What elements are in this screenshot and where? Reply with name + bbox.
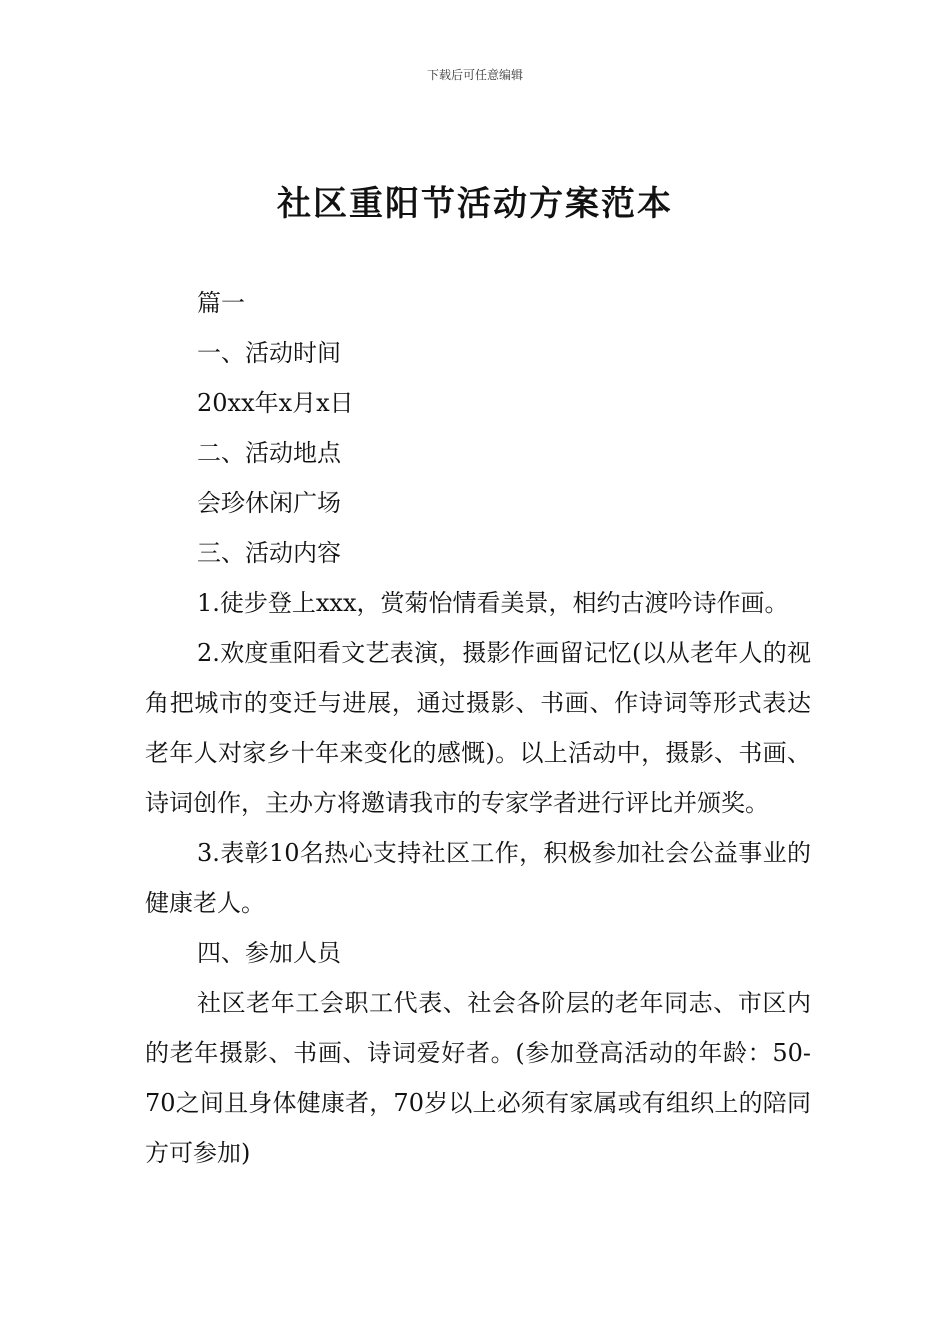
section-label: 篇一 — [197, 289, 245, 317]
heading-activity-time: 一、活动时间 — [197, 339, 341, 367]
participants-description: 社区老年工会职工代表、社会各阶层的老年同志、市区内的老年摄影、书画、诗词爱好者。(参加登高活动的年龄：50-70之间且身体健康者，70岁以上必须有家属或有组织上的陪同方可参加) — [145, 989, 811, 1167]
heading-activity-content: 三、活动内容 — [197, 539, 341, 567]
content-item-1: 1.徒步登上xxx，赏菊怡情看美景，相约古渡吟诗作画。 — [197, 589, 789, 617]
content-item-3: 3.表彰10名热心支持社区工作，积极参加社会公益事业的健康老人。 — [145, 839, 811, 917]
content-item-2: 2.欢度重阳看文艺表演，摄影作画留记忆(以从老年人的视角把城市的变迁与进展，通过摄影、书画、作诗词等形式表达老年人对家乡十年来变化的感慨)。以上活动中，摄影、书画、诗词创作，主办方将邀请我市的专家学者进行评比并颁奖。 — [145, 639, 811, 817]
document-title: 社区重阳节活动方案范本 — [277, 184, 673, 224]
header-note: 下载后可任意编辑 — [426, 68, 523, 82]
document-body — [145, 278, 811, 1178]
heading-activity-location: 二、活动地点 — [197, 439, 341, 467]
heading-participants: 四、参加人员 — [197, 939, 341, 967]
activity-date: 20xx年x月x日 — [197, 389, 354, 417]
activity-location: 会珍休闲广场 — [197, 489, 341, 517]
